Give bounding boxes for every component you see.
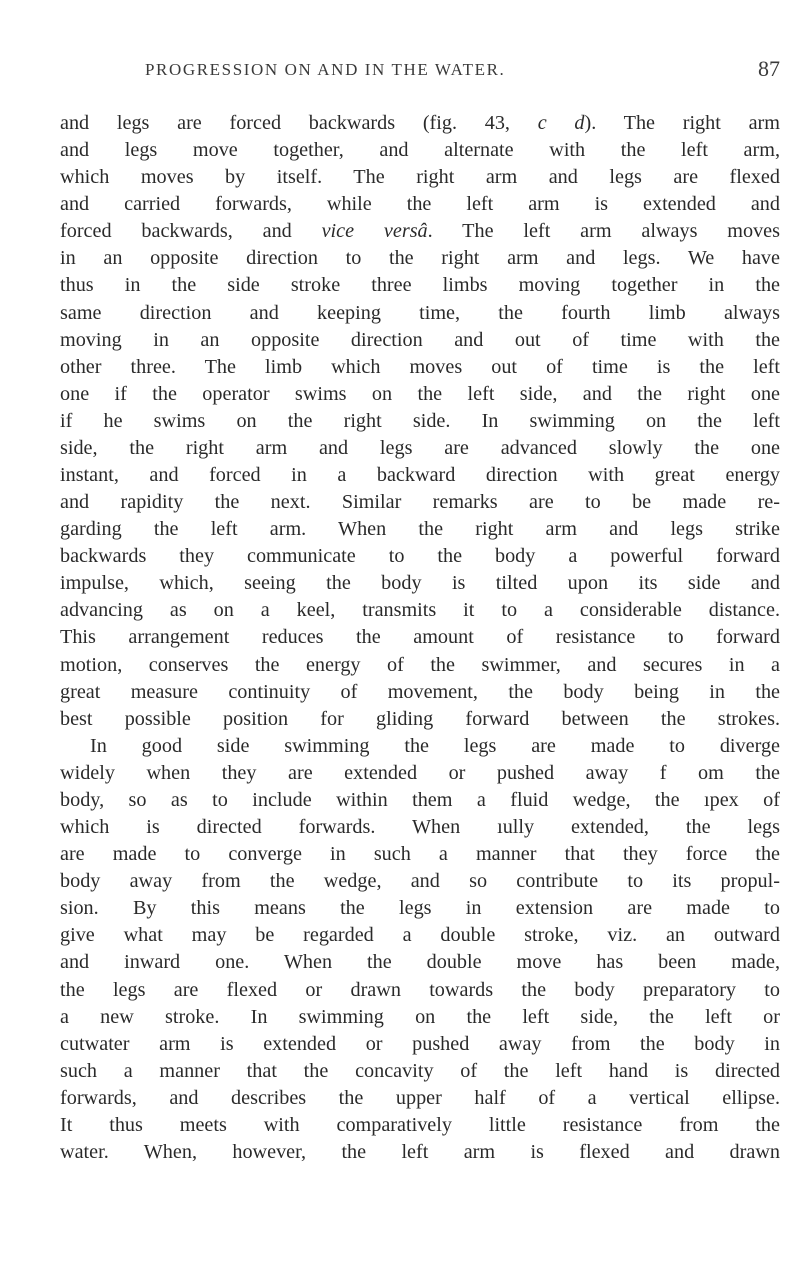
text-segment: cutwater arm is extended or pushed away from the body in (60, 1032, 780, 1055)
text-segment: water. When, however, the left arm is flexed and drawn (60, 1140, 780, 1163)
text-segment: and inward one. When the double move has been made, (60, 951, 780, 974)
text-segment: a new stroke. In swimming on the left side, the left or (60, 1005, 780, 1028)
text-line (60, 814, 780, 841)
text-segment: in an opposite direction to the right arm and legs. We have (60, 247, 780, 270)
text-segment: body away from the wedge, and so contribute to its propul- (60, 870, 780, 893)
text-line (60, 624, 780, 651)
text-line (60, 272, 780, 299)
text-line (60, 1031, 780, 1058)
running-title: PROGRESSION ON AND IN THE WATER. (145, 60, 506, 79)
text-line (60, 1112, 780, 1139)
text-line (60, 652, 780, 679)
text-segment: same direction and keeping time, the fourth limb always (60, 301, 780, 324)
text-line (60, 462, 780, 489)
page-number: 87 (758, 56, 780, 81)
text-segment: This arrangement reduces the amount of resistance to forward (60, 626, 780, 649)
text-segment: thus in the side stroke three limbs moving together in the (60, 274, 780, 297)
text-line (60, 300, 780, 327)
text-segment: forwards, and describes the upper half of a vertical ellipse. (60, 1086, 780, 1109)
text-segment: which is directed forwards. When ıully extended, the legs (60, 816, 780, 839)
text-line (60, 489, 780, 516)
text-line (60, 543, 780, 570)
body-text (60, 110, 780, 1166)
text-segment: impulse, which, seeing the body is tilted upon its side and (60, 572, 780, 595)
text-segment: side, the right arm and legs are advanced slowly the one (60, 436, 780, 459)
text-segment: advancing as on a keel, transmits it to a considerable distance. (60, 599, 780, 622)
text-segment: best possible position for gliding forward between the strokes. (60, 707, 780, 730)
text-line (60, 381, 780, 408)
text-segment: It thus meets with comparatively little resistance from the (60, 1113, 780, 1136)
text-segment: great measure continuity of movement, the body being in the (60, 680, 780, 703)
text-line (60, 895, 780, 922)
text-segment: ). The right arm (584, 112, 780, 134)
text-line (60, 733, 780, 760)
text-line (60, 245, 780, 272)
text-segment: which moves by itself. The right arm and legs are flexed (60, 166, 780, 189)
text-segment: and rapidity the next. Similar remarks are to be made re- (60, 491, 780, 514)
text-line (60, 218, 780, 245)
text-line (60, 164, 780, 191)
text-segment: and carried forwards, while the left arm is extended and (60, 193, 780, 216)
text-line (60, 354, 780, 381)
running-header (145, 56, 780, 90)
text-line (60, 1058, 780, 1085)
text-line (60, 679, 780, 706)
text-segment: instant, and forced in a backward direction with great energy (60, 464, 780, 487)
text-line (60, 110, 780, 137)
text-segment: and legs are forced backwards (fig. 43, (60, 112, 538, 134)
text-segment: motion, conserves the energy of the swimmer, and secures in a (60, 653, 780, 676)
text-line (60, 949, 780, 976)
text-segment: widely when they are extended or pushed away f om the (60, 761, 780, 784)
text-line (60, 137, 780, 164)
text-segment: . The left arm always moves (427, 220, 780, 243)
text-line (60, 327, 780, 354)
text-line (60, 597, 780, 624)
text-segment: such a manner that the concavity of the left hand is directed (60, 1059, 780, 1082)
text-segment: body, so as to include within them a fluid wedge, the ıpex of (60, 788, 780, 811)
text-segment: garding the left arm. When the right arm and legs strike (60, 518, 780, 541)
text-segment: one if the operator swims on the left side, and the right one (60, 382, 780, 405)
text-segment: forced backwards, and (60, 220, 322, 243)
text-line (60, 760, 780, 787)
italic-text: c d (537, 112, 585, 134)
text-line (60, 841, 780, 868)
italic-text: vice versâ (321, 220, 428, 243)
text-segment: give what may be regarded a double stroke, viz. an outward (60, 924, 780, 947)
text-segment: backwards they communicate to the body a powerful forward (60, 545, 780, 568)
text-segment: are made to converge in such a manner that they force the (60, 843, 780, 866)
text-line (60, 868, 780, 895)
text-segment: the legs are flexed or drawn towards the body preparatory to (60, 978, 780, 1001)
text-line (60, 1004, 780, 1031)
text-line (60, 516, 780, 543)
text-line (60, 435, 780, 462)
text-line (60, 787, 780, 814)
text-line (60, 977, 780, 1004)
text-line (60, 408, 780, 435)
text-line (60, 191, 780, 218)
text-segment: sion. By this means the legs in extension are made to (60, 897, 780, 920)
text-line (60, 1085, 780, 1112)
text-line (60, 570, 780, 597)
text-segment: moving in an opposite direction and out of time with the (60, 328, 780, 351)
text-line (60, 922, 780, 949)
text-segment: In good side swimming the legs are made to diverge (90, 734, 780, 757)
text-line (60, 706, 780, 733)
text-line (60, 1139, 780, 1166)
text-segment: other three. The limb which moves out of time is the left (60, 355, 780, 378)
text-segment: if he swims on the right side. In swimming on the left (60, 409, 780, 432)
text-segment: and legs move together, and alternate with the left arm, (60, 139, 780, 162)
